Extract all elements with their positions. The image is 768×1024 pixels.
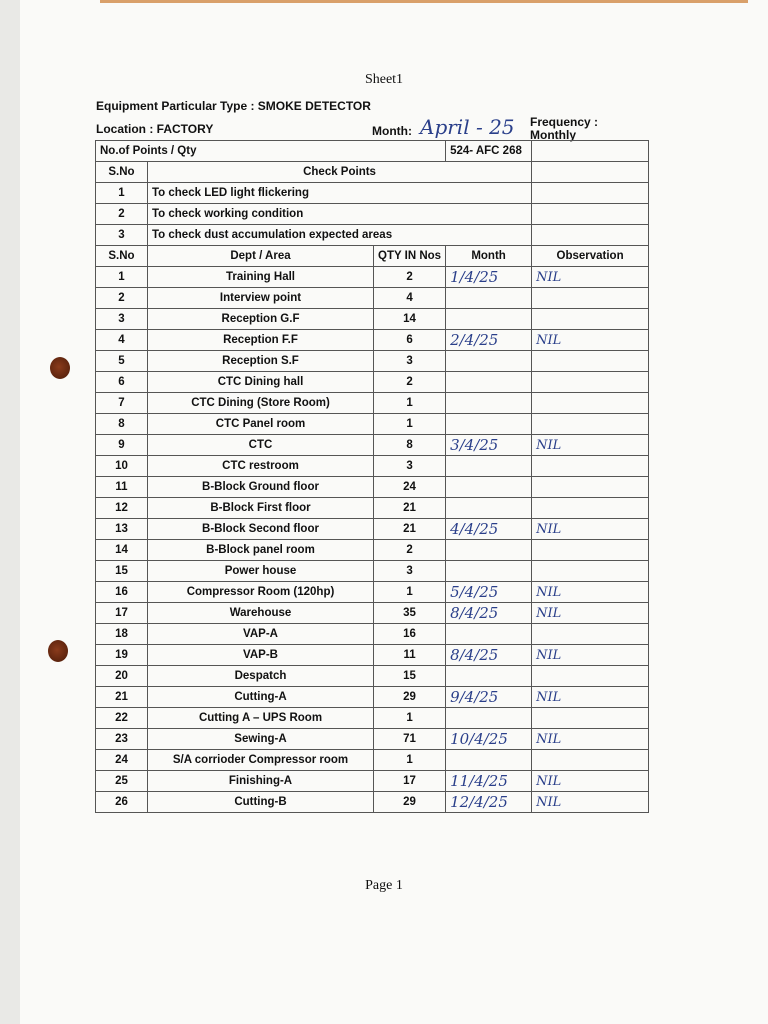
row-sno: 3 <box>96 309 148 330</box>
row-qty: 17 <box>374 771 446 792</box>
row-month: 4/4/25 <box>446 519 532 540</box>
row-area: Warehouse <box>148 603 374 624</box>
table-row <box>96 393 649 414</box>
row-observation <box>532 708 649 729</box>
row-observation <box>532 750 649 771</box>
row-month: 9/4/25 <box>446 687 532 708</box>
check-sno: 2 <box>96 204 148 225</box>
row-observation: NIL <box>532 435 649 456</box>
sheet-title: Sheet1 <box>364 72 404 87</box>
row-sno: 15 <box>96 561 148 582</box>
table-row <box>96 708 649 729</box>
check-blank <box>532 225 649 246</box>
row-month: 10/4/25 <box>446 729 532 750</box>
row-observation <box>532 498 649 519</box>
checks-header-blank <box>532 162 649 183</box>
checks-header-row <box>96 162 649 183</box>
table-row <box>96 456 649 477</box>
row-month <box>446 288 532 309</box>
row-month: 12/4/25 <box>446 792 532 813</box>
row-qty: 1 <box>374 708 446 729</box>
row-observation: NIL <box>532 645 649 666</box>
row-area: Power house <box>148 561 374 582</box>
row-sno: 5 <box>96 351 148 372</box>
areas-month-header: Month <box>446 246 532 267</box>
row-observation: NIL <box>532 603 649 624</box>
table-row <box>96 687 649 708</box>
row-sno: 2 <box>96 288 148 309</box>
table-row <box>96 330 649 351</box>
row-sno: 22 <box>96 708 148 729</box>
row-month <box>446 456 532 477</box>
table-row <box>96 603 649 624</box>
check-row <box>96 183 649 204</box>
points-row <box>96 141 649 162</box>
page-number: Page 1 <box>365 878 403 893</box>
table-row <box>96 561 649 582</box>
row-area: Reception F.F <box>148 330 374 351</box>
row-sno: 9 <box>96 435 148 456</box>
row-qty: 21 <box>374 519 446 540</box>
row-month <box>446 351 532 372</box>
row-month <box>446 372 532 393</box>
row-sno: 23 <box>96 729 148 750</box>
row-sno: 7 <box>96 393 148 414</box>
row-observation: NIL <box>532 267 649 288</box>
row-observation <box>532 477 649 498</box>
row-sno: 11 <box>96 477 148 498</box>
row-observation <box>532 561 649 582</box>
row-area: Cutting-A <box>148 687 374 708</box>
row-month: 1/4/25 <box>446 267 532 288</box>
row-observation: NIL <box>532 330 649 351</box>
table-row <box>96 498 649 519</box>
row-qty: 3 <box>374 456 446 477</box>
row-area: Reception S.F <box>148 351 374 372</box>
row-area: VAP-B <box>148 645 374 666</box>
check-sno: 1 <box>96 183 148 204</box>
row-qty: 24 <box>374 477 446 498</box>
row-area: Training Hall <box>148 267 374 288</box>
row-qty: 1 <box>374 582 446 603</box>
row-sno: 12 <box>96 498 148 519</box>
check-row <box>96 225 649 246</box>
row-qty: 14 <box>374 309 446 330</box>
row-observation <box>532 456 649 477</box>
table-row <box>96 309 649 330</box>
row-observation: NIL <box>532 582 649 603</box>
row-month <box>446 393 532 414</box>
check-blank <box>532 183 649 204</box>
row-qty: 15 <box>374 666 446 687</box>
row-month <box>446 414 532 435</box>
row-qty: 1 <box>374 750 446 771</box>
row-observation <box>532 393 649 414</box>
row-qty: 8 <box>374 435 446 456</box>
row-sno: 26 <box>96 792 148 813</box>
row-sno: 13 <box>96 519 148 540</box>
row-observation: NIL <box>532 687 649 708</box>
areas-obs-header: Observation <box>532 246 649 267</box>
checks-sno-header: S.No <box>96 162 148 183</box>
table-row <box>96 666 649 687</box>
table-row <box>96 792 649 813</box>
row-qty: 3 <box>374 351 446 372</box>
row-observation <box>532 666 649 687</box>
row-month: 5/4/25 <box>446 582 532 603</box>
row-month <box>446 708 532 729</box>
points-label: No.of Points / Qty <box>96 141 446 162</box>
table-row <box>96 771 649 792</box>
points-blank <box>532 141 649 162</box>
row-area: CTC <box>148 435 374 456</box>
check-sno: 3 <box>96 225 148 246</box>
row-qty: 2 <box>374 267 446 288</box>
row-sno: 8 <box>96 414 148 435</box>
row-area: Sewing-A <box>148 729 374 750</box>
areas-area-header: Dept / Area <box>148 246 374 267</box>
frequency-label: Frequency : Monthly <box>530 115 599 142</box>
table-row <box>96 288 649 309</box>
row-observation: NIL <box>532 771 649 792</box>
location-label: Location : FACTORY <box>96 122 214 136</box>
table-row <box>96 519 649 540</box>
row-area: Reception G.F <box>148 309 374 330</box>
row-qty: 29 <box>374 687 446 708</box>
row-area: B-Block First floor <box>148 498 374 519</box>
row-observation <box>532 414 649 435</box>
row-area: CTC Dining hall <box>148 372 374 393</box>
areas-sno-header: S.No <box>96 246 148 267</box>
check-text: To check LED light flickering <box>148 183 532 204</box>
row-month <box>446 624 532 645</box>
row-sno: 16 <box>96 582 148 603</box>
areas-qty-header: QTY IN Nos <box>374 246 446 267</box>
table-row <box>96 645 649 666</box>
check-text: To check dust accumulation expected areas <box>148 225 532 246</box>
row-area: CTC Panel room <box>148 414 374 435</box>
table-row <box>96 624 649 645</box>
row-month <box>446 750 532 771</box>
row-area: VAP-A <box>148 624 374 645</box>
row-observation <box>532 309 649 330</box>
row-area: Interview point <box>148 288 374 309</box>
row-month: 2/4/25 <box>446 330 532 351</box>
row-sno: 4 <box>96 330 148 351</box>
row-area: S/A corrioder Compressor room <box>148 750 374 771</box>
row-sno: 20 <box>96 666 148 687</box>
row-sno: 17 <box>96 603 148 624</box>
row-qty: 16 <box>374 624 446 645</box>
row-qty: 1 <box>374 414 446 435</box>
row-observation: NIL <box>532 792 649 813</box>
equipment-type: Equipment Particular Type : SMOKE DETECTOR <box>96 99 371 113</box>
row-qty: 1 <box>374 393 446 414</box>
row-sno: 18 <box>96 624 148 645</box>
check-text: To check working condition <box>148 204 532 225</box>
row-sno: 19 <box>96 645 148 666</box>
checks-title-header: Check Points <box>148 162 532 183</box>
row-area: B-Block panel room <box>148 540 374 561</box>
row-sno: 14 <box>96 540 148 561</box>
row-qty: 2 <box>374 372 446 393</box>
table-row <box>96 351 649 372</box>
points-value: 524- AFC 268 <box>446 141 532 162</box>
row-sno: 25 <box>96 771 148 792</box>
areas-header-row <box>96 246 649 267</box>
row-sno: 21 <box>96 687 148 708</box>
row-observation <box>532 540 649 561</box>
row-area: B-Block Ground floor <box>148 477 374 498</box>
row-sno: 10 <box>96 456 148 477</box>
row-qty: 29 <box>374 792 446 813</box>
row-qty: 2 <box>374 540 446 561</box>
row-area: Cutting A – UPS Room <box>148 708 374 729</box>
row-month <box>446 498 532 519</box>
row-sno: 6 <box>96 372 148 393</box>
month-label: Month: <box>372 124 412 138</box>
row-qty: 35 <box>374 603 446 624</box>
table-row <box>96 540 649 561</box>
row-qty: 11 <box>374 645 446 666</box>
row-month <box>446 561 532 582</box>
row-sno: 1 <box>96 267 148 288</box>
row-month <box>446 477 532 498</box>
row-sno: 24 <box>96 750 148 771</box>
table-row <box>96 267 649 288</box>
punch-hole-lower <box>48 640 68 662</box>
table-row <box>96 750 649 771</box>
row-observation <box>532 624 649 645</box>
row-qty: 3 <box>374 561 446 582</box>
row-area: CTC restroom <box>148 456 374 477</box>
row-observation: NIL <box>532 729 649 750</box>
row-month <box>446 309 532 330</box>
punch-hole-upper <box>50 357 70 379</box>
row-observation <box>532 372 649 393</box>
row-month <box>446 666 532 687</box>
row-month: 11/4/25 <box>446 771 532 792</box>
row-area: Despatch <box>148 666 374 687</box>
row-month <box>446 540 532 561</box>
table-row <box>96 372 649 393</box>
check-row <box>96 204 649 225</box>
row-observation: NIL <box>532 519 649 540</box>
table-row <box>96 729 649 750</box>
row-area: Compressor Room (120hp) <box>148 582 374 603</box>
row-observation <box>532 288 649 309</box>
row-area: Cutting-B <box>148 792 374 813</box>
row-qty: 6 <box>374 330 446 351</box>
row-area: B-Block Second floor <box>148 519 374 540</box>
inspection-table-body <box>96 141 649 813</box>
row-area: Finishing-A <box>148 771 374 792</box>
table-row <box>96 414 649 435</box>
row-month: 8/4/25 <box>446 645 532 666</box>
inspection-table <box>95 140 649 813</box>
paper-top-edge <box>100 0 748 3</box>
check-blank <box>532 204 649 225</box>
table-row <box>96 477 649 498</box>
row-qty: 21 <box>374 498 446 519</box>
row-qty: 4 <box>374 288 446 309</box>
month-handwritten: April - 25 <box>420 115 515 139</box>
table-row <box>96 435 649 456</box>
row-month: 3/4/25 <box>446 435 532 456</box>
table-row <box>96 582 649 603</box>
row-area: CTC Dining (Store Room) <box>148 393 374 414</box>
row-month: 8/4/25 <box>446 603 532 624</box>
row-qty: 71 <box>374 729 446 750</box>
row-observation <box>532 351 649 372</box>
